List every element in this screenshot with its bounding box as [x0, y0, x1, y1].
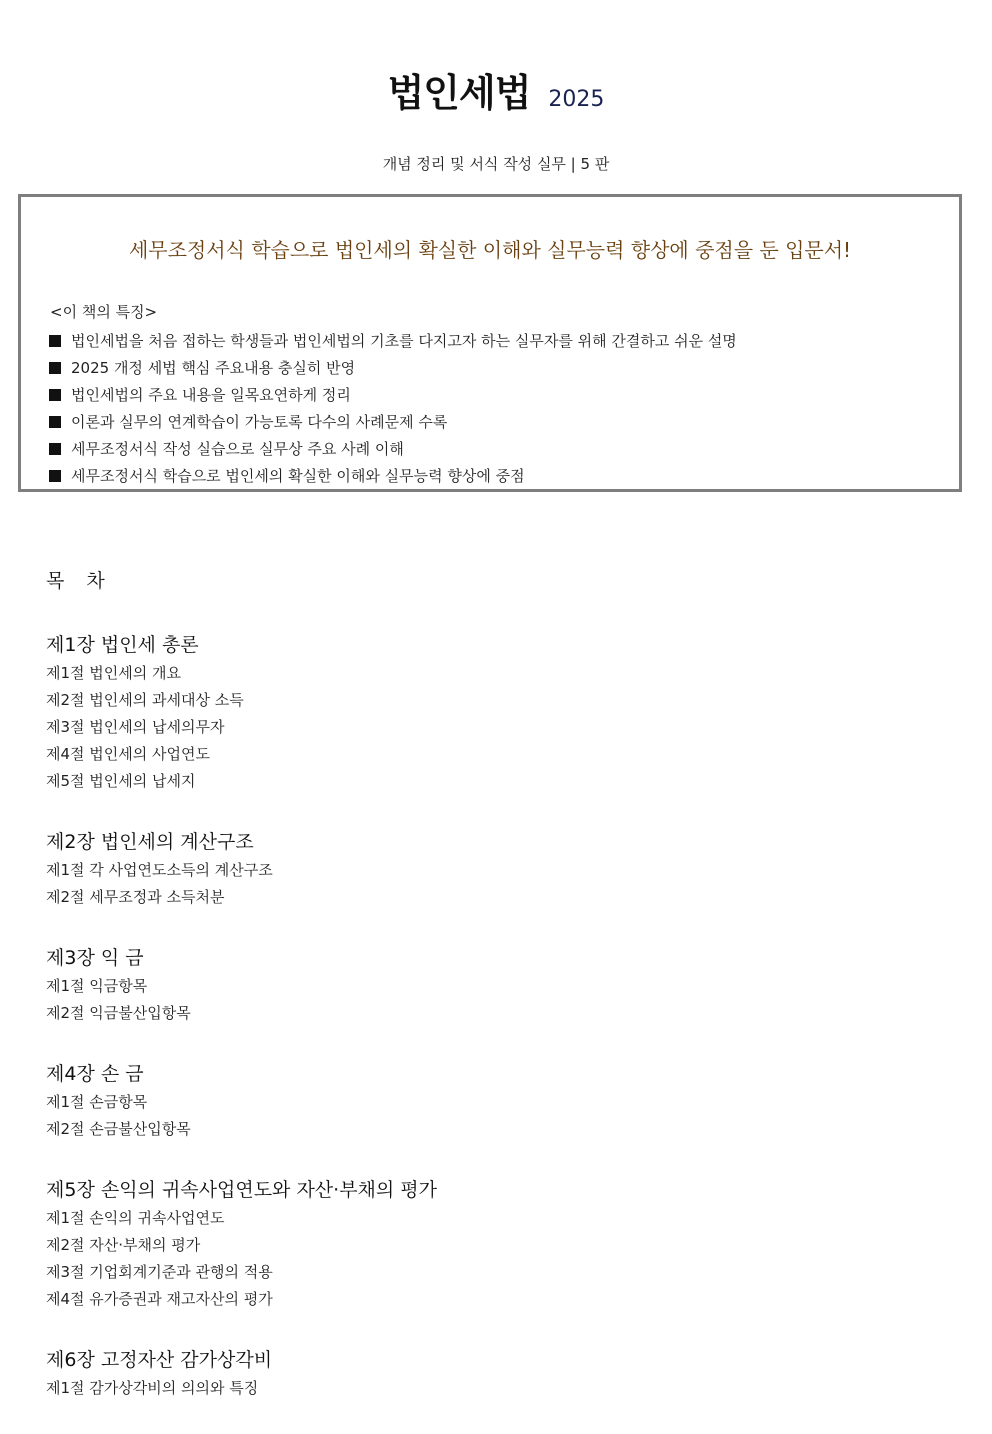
- features-heading: <이 책의 특징>: [50, 303, 158, 321]
- section-item: 제1절 법인세의 개요: [46, 664, 182, 682]
- chapter-title: 제6장 고정자산 감가상각비: [46, 1349, 273, 1371]
- feature-headline: 세무조정서식 학습으로 법인세의 확실한 이해와 실무능력 향상에 중점을 둔 입문서!: [128, 238, 852, 262]
- feature-text: 법인세법의 주요 내용을 일목요연하게 정리: [71, 386, 351, 404]
- book-title: 법인세법: [387, 71, 531, 115]
- section-item: 제4절 유가증권과 재고자산의 평가: [46, 1290, 273, 1308]
- feature-item: [49, 436, 737, 463]
- section-item: 제1절 손익의 귀속사업연도: [46, 1209, 225, 1227]
- section-item: 제2절 법인세의 과세대상 소득: [46, 691, 244, 709]
- section-item: 제1절 각 사업연도소득의 계산구조: [46, 861, 273, 879]
- table-of-contents: [46, 566, 946, 1434]
- feature-item: [49, 463, 737, 490]
- document-title: [0, 62, 992, 117]
- section-item: 제2절 익금불산입항목: [46, 1004, 191, 1022]
- section-item: 제2절 손금불산입항목: [46, 1120, 191, 1138]
- section-item: 제2절 자산·부채의 평가: [46, 1236, 201, 1254]
- square-bullet-icon: [49, 443, 61, 455]
- chapter-1: [46, 630, 946, 795]
- chapter-title: 제1장 법인세 총론: [46, 634, 199, 656]
- section-item: 제2절 세무조정과 소득처분: [46, 888, 225, 906]
- square-bullet-icon: [49, 335, 61, 347]
- feature-text: 세무조정서식 작성 실습으로 실무상 주요 사례 이해: [71, 440, 404, 458]
- chapter-title: 제3장 익 금: [46, 947, 144, 969]
- feature-item: [49, 355, 737, 382]
- feature-text: 세무조정서식 학습으로 법인세의 확실한 이해와 실무능력 향상에 중점: [71, 467, 525, 485]
- square-bullet-icon: [49, 416, 61, 428]
- chapter-2: [46, 827, 946, 911]
- chapter-5: [46, 1175, 946, 1313]
- chapter-title: 제2장 법인세의 계산구조: [46, 831, 254, 853]
- feature-text: 이론과 실무의 연계학습이 가능토록 다수의 사례문제 수록: [71, 413, 448, 431]
- feature-text: 법인세법을 처음 접하는 학생들과 법인세법의 기초를 다지고자 하는 실무자를 위해 간결하고 쉬운 설명: [71, 332, 737, 350]
- square-bullet-icon: [49, 470, 61, 482]
- chapter-6: [46, 1345, 946, 1402]
- feature-box: [18, 194, 962, 492]
- section-item: 제1절 익금항목: [46, 977, 148, 995]
- toc-title: 목 차: [46, 570, 113, 592]
- chapter-title: 제5장 손익의 귀속사업연도와 자산·부채의 평가: [46, 1179, 438, 1201]
- section-item: 제3절 법인세의 납세의무자: [46, 718, 225, 736]
- feature-text: 2025 개정 세법 핵심 주요내용 충실히 반영: [71, 359, 356, 377]
- book-subtitle: 개념 정리 및 서식 작성 실무 | 5 판: [382, 155, 610, 173]
- chapter-4: [46, 1059, 946, 1143]
- section-item: 제1절 손금항목: [46, 1093, 148, 1111]
- feature-item: [49, 328, 737, 355]
- feature-item: [49, 409, 737, 436]
- chapter-title: 제4장 손 금: [46, 1063, 144, 1085]
- chapter-3: [46, 943, 946, 1027]
- edition-year: 2025: [548, 87, 605, 112]
- feature-item: [49, 382, 737, 409]
- square-bullet-icon: [49, 362, 61, 374]
- section-item: 제1절 감가상각비의 의의와 특징: [46, 1379, 259, 1397]
- section-item: 제4절 법인세의 사업연도: [46, 745, 210, 763]
- square-bullet-icon: [49, 389, 61, 401]
- section-item: 제3절 기업회계기준과 관행의 적용: [46, 1263, 273, 1281]
- section-item: 제5절 법인세의 납세지: [46, 772, 196, 790]
- feature-list: [49, 328, 737, 490]
